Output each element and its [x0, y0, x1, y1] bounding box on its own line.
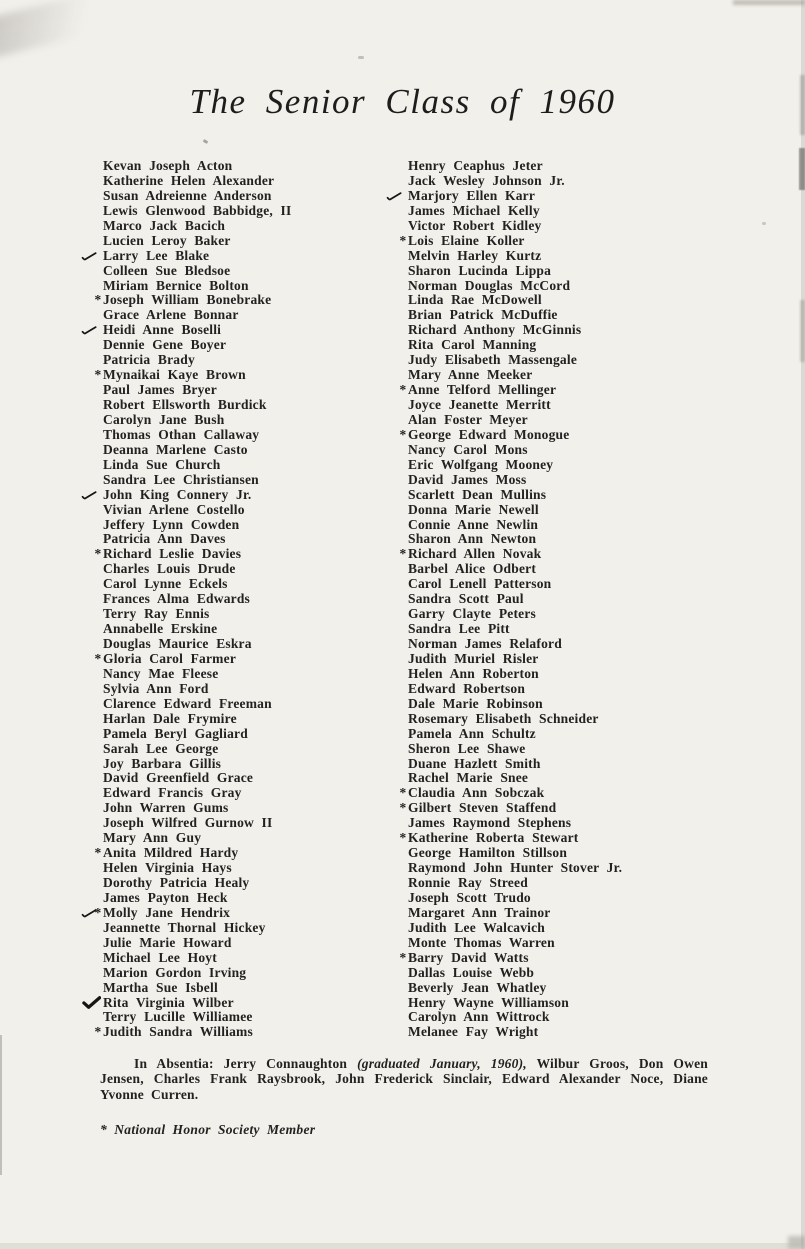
senior-name-row — [399, 830, 622, 846]
senior-name-row — [408, 577, 622, 592]
senior-name-row — [408, 353, 622, 368]
senior-name-row — [103, 786, 291, 801]
senior-name-row — [103, 891, 291, 906]
senior-name-row — [408, 757, 622, 772]
senior-name: Miriam Bernice Bolton — [103, 277, 249, 293]
senior-name: Sheron Lee Shawe — [408, 740, 526, 756]
senior-name: Kevan Joseph Acton — [103, 158, 233, 173]
senior-name: Norman James Relaford — [408, 636, 562, 651]
senior-name: Mynaikai Kaye Brown — [103, 367, 246, 383]
senior-name-row — [103, 577, 291, 592]
senior-name-row — [103, 757, 291, 772]
senior-name: Eric Wolfgang Mooney — [408, 456, 554, 472]
senior-name: Katherine Helen Alexander — [103, 172, 275, 188]
senior-name: Ronnie Ray Streed — [408, 875, 528, 890]
senior-name-row — [408, 652, 622, 667]
senior-name-row — [103, 249, 291, 264]
senior-name-row — [408, 488, 622, 503]
senior-name-row — [103, 981, 291, 996]
senior-name-row — [103, 189, 291, 204]
senior-name: Martha Sue Isbell — [103, 979, 218, 995]
senior-name: Thomas Othan Callaway — [103, 426, 260, 442]
scan-artifact — [799, 148, 805, 190]
senior-name: Helen Ann Roberton — [408, 665, 539, 681]
absentia-text-segment: Wilbur Groos, Don Owen Jensen, Charles Frank Raysbrook, John Frederick Sinclair, Edward Alexander Noce, Diane Yvonne Curren. — [100, 1056, 708, 1102]
senior-name-row — [103, 264, 291, 279]
senior-name-row — [408, 368, 622, 383]
senior-name: Richard Allen Novak — [408, 546, 542, 562]
senior-name: Duane Hazlett Smith — [408, 755, 541, 771]
senior-name-row — [103, 622, 291, 637]
senior-name-row — [103, 607, 291, 622]
page-title: The Senior Class of 1960 — [189, 82, 616, 121]
senior-name: Dallas Louise Webb — [408, 964, 535, 980]
senior-name: Jack Wesley Johnson Jr. — [408, 172, 565, 188]
senior-name: Nancy Mae Fleese — [103, 665, 219, 681]
scan-artifact — [733, 0, 805, 5]
senior-name-row — [408, 323, 622, 338]
senior-name-row — [103, 219, 291, 234]
senior-name: James Michael Kelly — [408, 202, 540, 218]
senior-name-row — [103, 801, 291, 816]
senior-name-row — [399, 949, 622, 966]
scan-artifact — [788, 1236, 805, 1249]
senior-name-row — [408, 174, 622, 189]
senior-name-row — [408, 204, 622, 219]
senior-name-row — [103, 682, 291, 697]
senior-name: Judith Sandra Williams — [103, 1024, 253, 1040]
senior-name: Judith Muriel Risler — [408, 650, 539, 666]
senior-name: Sandra Scott Paul — [408, 591, 524, 607]
senior-name: Joseph Scott Trudo — [408, 889, 531, 905]
senior-name-row — [408, 981, 622, 996]
senior-name-row — [103, 876, 291, 891]
senior-name-row — [103, 473, 291, 488]
senior-name-row — [408, 413, 622, 428]
senior-name-row — [103, 353, 291, 368]
senior-name-row — [103, 338, 291, 353]
senior-name: Edward Francis Gray — [103, 785, 242, 801]
senior-name: Joseph William Bonebrake — [103, 292, 272, 308]
senior-name-row — [408, 279, 622, 294]
senior-name-row — [103, 592, 291, 607]
senior-name-row — [408, 712, 622, 727]
honor-society-asterisk: * — [399, 546, 407, 562]
senior-name: Michael Lee Hoyt — [103, 949, 217, 965]
senior-name: Gilbert Steven Staffend — [408, 800, 557, 816]
senior-name-row — [408, 697, 622, 712]
senior-name: Paul James Bryer — [103, 382, 217, 398]
senior-name-row — [408, 159, 622, 174]
absentia-italic-segment: (graduated January, 1960), — [357, 1056, 527, 1071]
honor-society-asterisk: * — [399, 949, 407, 965]
senior-name-row — [103, 1010, 291, 1025]
senior-name-row — [408, 622, 622, 637]
senior-name: Richard Anthony McGinnis — [408, 322, 582, 338]
senior-name: Mary Anne Meeker — [408, 367, 533, 383]
senior-name: Larry Lee Blake — [103, 247, 210, 263]
senior-name: Terry Ray Ennis — [103, 606, 210, 622]
senior-name: Susan Adreienne Anderson — [103, 187, 272, 203]
senior-name: Jeffery Lynn Cowden — [103, 516, 240, 532]
senior-name-row — [408, 458, 622, 473]
senior-name: Sarah Lee George — [103, 740, 219, 756]
honor-society-asterisk: * — [399, 232, 407, 248]
senior-name: Anne Telford Mellinger — [408, 382, 557, 398]
senior-name: David James Moss — [408, 471, 527, 487]
senior-name: Anita Mildred Hardy — [103, 845, 239, 861]
senior-name-row — [399, 785, 622, 801]
name-column-left — [94, 158, 292, 1040]
senior-name-row — [103, 742, 291, 757]
senior-name: Mary Ann Guy — [103, 830, 202, 846]
senior-name-row — [408, 771, 622, 786]
senior-name-row — [103, 951, 291, 966]
senior-name: Deanna Marlene Casto — [103, 441, 248, 457]
senior-name-row — [408, 682, 622, 697]
senior-name-row — [408, 1025, 622, 1040]
senior-name-row — [408, 398, 622, 413]
senior-name-row — [103, 562, 291, 577]
senior-name-row — [94, 367, 291, 383]
senior-name-row — [408, 846, 622, 861]
senior-name: Katherine Roberta Stewart — [408, 830, 579, 846]
senior-name-row — [408, 473, 622, 488]
senior-name: Joyce Jeanette Merritt — [408, 397, 551, 412]
senior-name: Alan Foster Meyer — [408, 411, 528, 427]
senior-name-row — [103, 159, 291, 174]
senior-name-row — [103, 532, 291, 547]
senior-name-row — [399, 426, 622, 443]
scan-artifact — [801, 0, 805, 1249]
senior-name-row — [408, 861, 622, 876]
senior-name-row — [399, 800, 622, 816]
senior-name: Sandra Lee Christiansen — [103, 471, 259, 487]
senior-name-row — [408, 891, 622, 906]
honor-society-asterisk: * — [94, 292, 102, 308]
senior-name-row — [103, 308, 291, 323]
senior-name-row — [408, 966, 622, 981]
senior-name: Donna Marie Newell — [408, 501, 539, 517]
honor-society-asterisk: * — [399, 830, 407, 846]
senior-name: Pamela Ann Schultz — [408, 725, 536, 741]
senior-name: Barbel Alice Odbert — [408, 561, 537, 577]
senior-name: Robert Ellsworth Burdick — [103, 397, 267, 412]
senior-name-row — [103, 323, 291, 338]
honor-society-asterisk: * — [94, 845, 102, 861]
senior-name: Norman Douglas McCord — [408, 277, 571, 293]
senior-name: David Greenfield Grace — [103, 770, 254, 786]
honor-society-asterisk: * — [399, 382, 407, 398]
senior-name: Judy Elisabeth Massengale — [408, 352, 578, 368]
scan-artifact — [800, 300, 805, 362]
senior-name: Gloria Carol Farmer — [103, 650, 237, 666]
senior-name: Sylvia Ann Ford — [103, 680, 209, 696]
scan-artifact — [203, 139, 209, 144]
senior-name: Rita Virginia Wilber — [103, 994, 234, 1010]
scan-artifact — [0, 1035, 2, 1175]
scan-artifact — [762, 222, 766, 225]
senior-name: John Warren Gums — [103, 800, 229, 816]
senior-name-row — [103, 174, 291, 189]
senior-name-row — [408, 921, 622, 936]
senior-name: Barry David Watts — [408, 949, 529, 965]
senior-name: James Payton Heck — [103, 889, 228, 905]
senior-name-row — [103, 234, 291, 249]
senior-name-row — [408, 936, 622, 951]
senior-name-row — [408, 727, 622, 742]
senior-name-row — [103, 861, 291, 876]
checkmark-icon — [81, 325, 98, 340]
senior-name: Terry Lucille Williamee — [103, 1009, 253, 1025]
senior-name-row — [408, 742, 622, 757]
senior-name-row — [103, 996, 291, 1011]
senior-name: Dorothy Patricia Healy — [103, 875, 250, 890]
senior-name: Patricia Brady — [103, 352, 195, 368]
senior-name: Garry Clayte Peters — [408, 606, 536, 622]
senior-name-row — [94, 546, 291, 562]
senior-name-row — [103, 204, 291, 219]
senior-name-row — [408, 816, 622, 831]
senior-name-row — [399, 382, 622, 398]
senior-name-row — [103, 771, 291, 786]
senior-name-row — [408, 189, 622, 204]
senior-name-row — [399, 546, 622, 562]
senior-name-row — [408, 338, 622, 353]
senior-name: Douglas Maurice Eskra — [103, 636, 252, 651]
senior-name: Linda Sue Church — [103, 456, 221, 472]
senior-name: Linda Rae McDowell — [408, 292, 542, 308]
honor-society-asterisk: * — [94, 650, 102, 666]
senior-name-row — [408, 264, 622, 279]
senior-name: Edward Robertson — [408, 680, 526, 696]
senior-name: Annabelle Erskine — [103, 621, 218, 637]
senior-name-row — [103, 428, 291, 443]
senior-name-row — [408, 219, 622, 234]
senior-name: John King Connery Jr. — [103, 486, 252, 502]
senior-name-row — [408, 667, 622, 682]
senior-name-row — [408, 532, 622, 547]
senior-name: Pamela Beryl Gagliard — [103, 725, 248, 741]
senior-name-row — [408, 607, 622, 622]
senior-name: Jeannette Thornal Hickey — [103, 919, 266, 935]
senior-name-row — [103, 697, 291, 712]
senior-name: Connie Anne Newlin — [408, 516, 539, 532]
senior-name: Sandra Lee Pitt — [408, 621, 510, 637]
senior-name-row — [103, 966, 291, 981]
honor-society-footnote: * National Honor Society Member — [100, 1122, 316, 1137]
senior-name-row — [94, 845, 291, 861]
senior-name: Monte Thomas Warren — [408, 934, 555, 950]
senior-name-row — [408, 996, 622, 1011]
senior-name-row — [103, 518, 291, 533]
senior-name: Claudia Ann Sobczak — [408, 785, 545, 801]
senior-name-row — [103, 458, 291, 473]
senior-name: Dale Marie Robinson — [408, 695, 543, 711]
senior-name-row — [94, 1024, 291, 1040]
honor-society-asterisk: * — [94, 904, 102, 920]
senior-name: Lucien Leroy Baker — [103, 232, 231, 248]
senior-name: Rosemary Elisabeth Schneider — [408, 710, 599, 726]
senior-name: Henry Ceaphus Jeter — [408, 158, 543, 173]
senior-name-row — [399, 232, 622, 249]
senior-name: Colleen Sue Bledsoe — [103, 262, 231, 278]
senior-name: Dennie Gene Boyer — [103, 337, 227, 353]
senior-name-row — [103, 816, 291, 831]
senior-name: Rita Carol Manning — [408, 337, 537, 353]
senior-name-row — [408, 443, 622, 458]
senior-name-row — [103, 383, 291, 398]
senior-name: Molly Jane Hendrix — [103, 904, 231, 920]
senior-name: Marion Gordon Irving — [103, 964, 247, 980]
senior-name-row — [103, 488, 291, 503]
senior-name: James Raymond Stephens — [408, 815, 572, 831]
senior-name: Helen Virginia Hays — [103, 860, 232, 876]
senior-name: Judith Lee Walcavich — [408, 919, 546, 935]
senior-name: Charles Louis Drude — [103, 561, 236, 577]
senior-name: Rachel Marie Snee — [408, 770, 529, 786]
senior-name: Lewis Glenwood Babbidge, II — [103, 202, 292, 218]
senior-name-row — [408, 518, 622, 533]
senior-name: Harlan Dale Frymire — [103, 710, 237, 726]
senior-name-row — [408, 503, 622, 518]
senior-name: Joseph Wilfred Gurnow II — [103, 815, 273, 831]
senior-name-row — [103, 503, 291, 518]
senior-name-row — [103, 936, 291, 951]
senior-name-row — [103, 398, 291, 413]
senior-name: George Hamilton Stillson — [408, 845, 568, 861]
senior-name-row — [408, 637, 622, 652]
name-column-right — [399, 158, 623, 1040]
senior-name: Clarence Edward Freeman — [103, 695, 272, 711]
scan-artifact — [0, 1243, 805, 1249]
senior-name: Heidi Anne Boselli — [103, 322, 222, 338]
senior-name-row — [103, 712, 291, 727]
senior-name-row — [103, 921, 291, 936]
senior-name: Marco Jack Bacich — [103, 217, 226, 233]
senior-name: Scarlett Dean Mullins — [408, 486, 547, 502]
senior-name-row — [408, 876, 622, 891]
senior-name-row — [408, 249, 622, 264]
senior-name: Melanee Fay Wright — [408, 1024, 539, 1040]
senior-name-row — [103, 443, 291, 458]
senior-name: Lois Elaine Koller — [408, 232, 525, 248]
senior-name: Julie Marie Howard — [103, 934, 232, 950]
senior-name-row — [408, 293, 622, 308]
checkmark-icon — [386, 191, 403, 206]
senior-name: Vivian Arlene Costello — [103, 501, 245, 517]
senior-name-row — [408, 562, 622, 577]
senior-name-row — [103, 831, 291, 846]
senior-name: Carol Lenell Patterson — [408, 576, 552, 592]
senior-name: Brian Patrick McDuffie — [408, 307, 558, 323]
senior-name: Sharon Lucinda Lippa — [408, 262, 552, 278]
senior-name-row — [408, 308, 622, 323]
senior-name-row — [94, 292, 291, 308]
senior-name: Victor Robert Kidley — [408, 217, 542, 233]
senior-name: Joy Barbara Gillis — [103, 755, 222, 771]
senior-name-row — [103, 413, 291, 428]
checkmark-icon — [82, 996, 101, 1013]
senior-name-row — [103, 727, 291, 742]
honor-society-asterisk: * — [94, 546, 102, 562]
honor-society-asterisk: * — [94, 367, 102, 383]
senior-name: Sharon Ann Newton — [408, 531, 537, 547]
honor-society-asterisk: * — [399, 785, 407, 801]
senior-name: Raymond John Hunter Stover Jr. — [408, 860, 623, 876]
senior-name: Henry Wayne Williamson — [408, 994, 569, 1010]
senior-name: Beverly Jean Whatley — [408, 979, 547, 995]
senior-name-row — [408, 1010, 622, 1025]
senior-name-row — [103, 667, 291, 682]
honor-society-asterisk: * — [94, 1024, 102, 1040]
senior-name: Carolyn Jane Bush — [103, 411, 225, 427]
senior-name: Carolyn Ann Wittrock — [408, 1009, 550, 1025]
scan-artifact — [358, 56, 364, 59]
absentia-paragraph — [100, 1056, 708, 1102]
senior-name-row — [103, 279, 291, 294]
checkmark-icon — [81, 251, 98, 266]
senior-name-row — [408, 592, 622, 607]
honor-society-asterisk: * — [399, 426, 407, 442]
senior-name-row — [94, 650, 291, 667]
checkmark-icon — [81, 490, 98, 505]
senior-name: Margaret Ann Trainor — [408, 904, 551, 920]
absentia-text-segment: In Absentia: Jerry Connaughton — [134, 1056, 358, 1071]
senior-name: Frances Alma Edwards — [103, 591, 250, 607]
senior-name: Richard Leslie Davies — [103, 546, 242, 562]
senior-name: Grace Arlene Bonnar — [103, 307, 239, 323]
senior-name: George Edward Monogue — [408, 426, 570, 442]
senior-name-row — [94, 904, 291, 921]
honor-society-asterisk: * — [399, 800, 407, 816]
scan-artifact — [0, 0, 126, 58]
senior-name: Patricia Ann Daves — [103, 531, 226, 547]
senior-name: Nancy Carol Mons — [408, 441, 528, 457]
senior-name-row — [103, 637, 291, 652]
senior-name: Marjory Ellen Karr — [408, 187, 536, 203]
senior-name-row — [408, 906, 622, 921]
senior-name: Carol Lynne Eckels — [103, 576, 228, 592]
senior-name: Melvin Harley Kurtz — [408, 247, 542, 263]
